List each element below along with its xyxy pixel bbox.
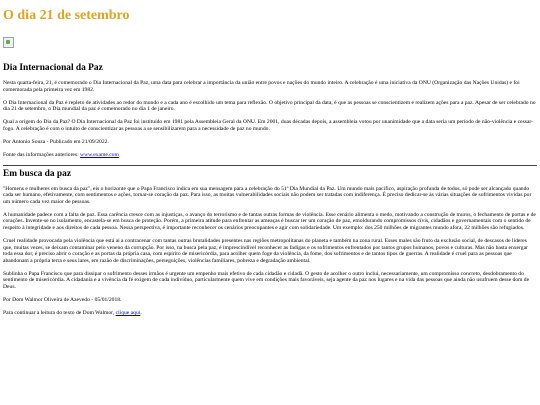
section-divider bbox=[3, 165, 537, 166]
section-heading: Em busca da paz bbox=[3, 168, 71, 179]
continue-suffix: . bbox=[140, 309, 142, 316]
paragraph: O Dia Internacional da Paz é repleto de atividades ao redor do mundo e a cada ano é escolhido um tema para reflexão. O objetivo principal da data, é que as pessoas se conscientizem e realizem ações para a paz. Apesar de ser celebrado no dia 21 de setembro, o Dia mundial da paz é comemorado no dia 1 de janeiro. bbox=[3, 99, 536, 113]
paragraph: Sublinha o Papa Francisco que para dissipar o sofrimento desses irmãos é urgente um empenho mais efetivo de cada cidadão e cidadã. O gesto de acolher o outro inclui, necessariamente, um compromisso concreto, desdobramento do sentimento de misericórdia. A cidadania e a vivência da fé exigem de cada indivíduo, particularmente quem vive em condições mais favoráveis, seja agente da paz nos lugares e na vida das pessoas que ainda não usufruem desse dom de Deus. bbox=[3, 270, 530, 290]
section-dia-internacional bbox=[3, 63, 537, 158]
paragraph: "Homens e mulheres em busca da paz", eis o horizonte que o Papa Francisco indica em sua mensagem para a celebração do 51º Dia Mundial da Paz. Um mundo mais pacífico, aspiração profunda de todos, só pode ser alcançado quando cada ser humano, efetivamente, com sentimentos e ações, tornar-se coração da paz. Para isso, as muitas vulnerabilidades sociais não podem ser tratadas com indiferença. É preciso dedicar-se às várias situações de sofrimentos vividas por um número cada vez maior de pessoas. bbox=[3, 185, 532, 205]
page-title: O dia 21 de setembro bbox=[3, 8, 130, 23]
section-heading: Dia Internacional da Paz bbox=[3, 63, 103, 73]
source-label: Fonte das informações anteriores: bbox=[3, 151, 81, 158]
paragraph: Qual a origem do Dia da Paz? O Dia Internacional da Paz foi instituído em 1981 pela Assembleia Geral da ONU. Em 2001, duas décadas depois, a assembleia votou por unanimidade que a data seria um período de não-violência e cessar-fogo. A celebração é com o intuito de conscientizar as pessoas a se sensibilizarem para a necessidade de paz no mundo. bbox=[3, 119, 534, 132]
paragraph: Nesta quarta-feira, 21, é comemorado o Dia Internacional da Paz, uma data para celebrar a importância da união entre povos e nações do mundo inteiro. A celebração é uma iniciativa da ONU (Organização das Nações Unidas) e foi comemorada pela primeira vez em 1982. bbox=[3, 80, 520, 93]
paragraph: A humanidade padece com a falta de paz. Essa carência cresce com as injustiças, o avanço do terrorismo e de tantas outras formas de violência. Esse cenário alimenta o medo, motivando a construção de muros, o fechamento de portas e de corações. Invente-se no isolamento, encastela-se em busca de proteção. Porém, a primeira atitude para enfrentar as ameaças é buscar ter um coração de paz, emoldurando compromissos cívis, cidadãos e governamentais com o sentido de respeito à integridade e aos direitos de cada pessoa. Nessa perspectiva, é importante reconhecer os cenários preocupantes e agir com solidariedade. Um exemplo: dos 250 milhões de migrantes mundo afora, 22 milhões são refugiados. bbox=[3, 211, 536, 232]
author-line: Por Dom Walmor Oliveira de Azevedo - 05/01/2018. bbox=[3, 296, 122, 303]
paragraph: Cruel realidade provocada pela violência que está ai a contracenar com tantas outras brutalidades presentes nas regiões metropolitanas do planeta e também na zona rural. Esses males são fruto da exclusão social, de descasos de líderes que, muitas vezes, se deixam contaminar pelo veneno da corrupção. Por isso, na busca pela paz, é imprescindível reconhecer as fadigas e os sofrimentos enfrentados por tantos grupos humanos, povos e culturas. Mas não basta enxergar toda essa dor, é preciso abrir o coração e as portas da própria casa, com espírito de misericórdia, para acolher quem foge da violência, da fome, dos sofrimentos e de tantos tipos de guerras. A realidade é cruel para as pessoas que abandonam a própria terra e seus lares, em razão de discriminações, perseguições, violências familiares, pobreza e degradação ambiental. bbox=[3, 238, 528, 264]
author-line: Por Antonio Souza - Publicado em 21/09/2022. bbox=[3, 138, 109, 145]
source-line bbox=[3, 152, 537, 159]
broken-image-icon bbox=[3, 37, 14, 48]
section-em-busca-da-paz bbox=[3, 169, 537, 317]
source-link[interactable]: www.exame.com bbox=[80, 151, 119, 158]
continue-link[interactable]: clique aqui bbox=[115, 309, 141, 316]
continue-line bbox=[3, 310, 537, 317]
continue-label: Para continuar a leitura do texto de Dom Walmor, bbox=[3, 309, 116, 316]
